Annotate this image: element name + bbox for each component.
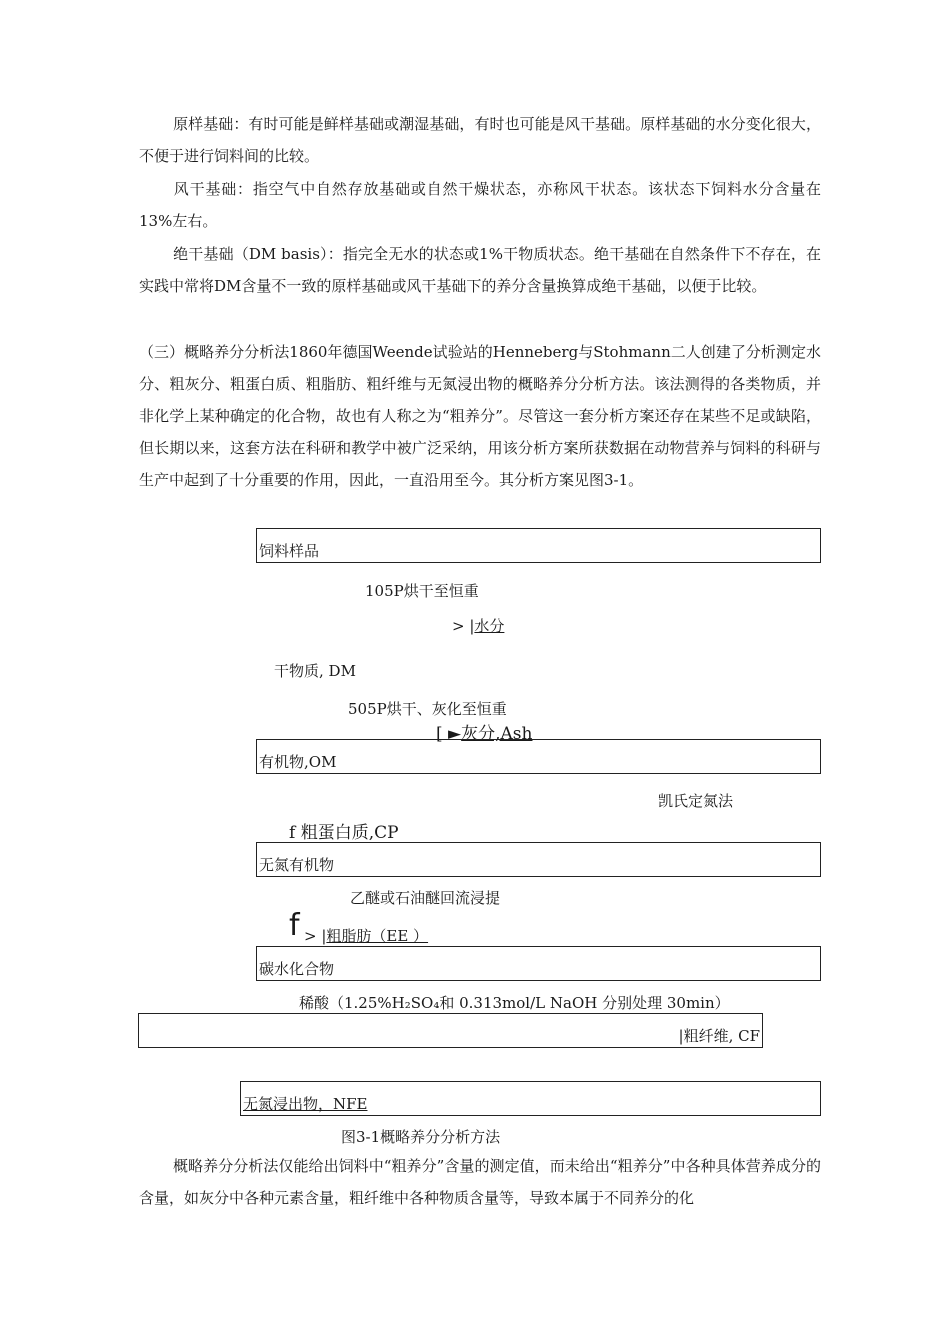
box-crude-fiber xyxy=(138,1013,763,1048)
arrow-icon: [ ► xyxy=(436,724,462,744)
paragraph-text: 概略养分分析法仅能给出饲料中“粗养分”含量的测定值，而未给出“粗养分”中各种具体营养成分的含量，如灰分中各种元素含量，粗纤维中各种物质含量等，导致本属于不同养分的化 xyxy=(139,1157,821,1207)
box-nfe xyxy=(240,1081,821,1116)
crude-fat-branch xyxy=(304,925,428,946)
paragraph-dry-matter-basis xyxy=(139,238,821,302)
arrow-icon: > | xyxy=(452,617,475,635)
paragraph-original-basis xyxy=(139,108,821,172)
step-drying-ashing-505: 505P烘干、灰化至恒重 xyxy=(348,700,507,718)
crude-protein-branch xyxy=(289,818,399,843)
paragraph-proximate-analysis xyxy=(139,336,821,496)
paragraph-limitations xyxy=(139,1150,821,1214)
paragraph-text: （三）概略养分分析法1860年德国Weende试验站的Henneberg与Stohmann二人创建了分析测定水分、粗灰分、粗蛋白质、粗脂肪、粗纤维与无氮浸出物的概略养分分析方法。该法测得的各类物质，并非化学上某种确定的化合物，故也有人称之为“粗养分”。尽管这一套分析方案还存在某些不足或缺陷，但长期以来，这套方法在科研和教学中被广泛采纳，用该分析方案所获数据在动物营养与饲料的科研与生产中起到了十分重要的作用，因此，一直沿用至今。其分析方案见图3-1。 xyxy=(139,343,821,489)
box-n-free-organic xyxy=(256,842,821,877)
paragraph-air-dry-basis xyxy=(139,173,821,237)
n-free-organic-label: 无氮有机物 xyxy=(259,856,335,874)
figure-caption: 图3-1概略养分分析方法 xyxy=(341,1128,501,1146)
acid-alkali-treatment-label: 稀酸（1.25%H₂SO₄和 0.313mol/L NaOH 分别处理 30min） xyxy=(299,994,730,1012)
arrow-icon: > | xyxy=(304,927,327,945)
ether-extraction-label: 乙醚或石油醚回流浸提 xyxy=(350,889,501,907)
ash-label: 灰分,Ash xyxy=(461,724,533,744)
box-organic-matter xyxy=(256,739,821,774)
kjeldahl-method-label: 凯氏定氮法 xyxy=(658,792,734,810)
box-carbohydrate xyxy=(256,946,821,981)
f-arrow-icon: f xyxy=(289,908,300,943)
moisture-label: 水分 xyxy=(474,617,505,635)
paragraph-text: 原样基础：有时可能是鲜样基础或潮湿基础，有时也可能是风干基础。原样基础的水分变化很大，不便于进行饲料间的比较。 xyxy=(139,115,821,165)
crude-protein-label: 粗蛋白质,CP xyxy=(300,823,399,843)
dry-matter-label: 干物质, DM xyxy=(274,662,356,680)
paragraph-text: 绝干基础（DM basis）：指完全无水的状态或1%干物质状态。绝干基础在自然条件下不存在，在实践中常将DM含量不一致的原样基础或风干基础下的养分含量换算成绝干基础，以便于比较。 xyxy=(139,245,821,295)
moisture-branch xyxy=(452,615,504,636)
organic-matter-label: 有机物,OM xyxy=(259,753,337,771)
arrow-icon: f xyxy=(289,823,296,843)
crude-fiber-label: |粗纤维, CF xyxy=(678,1027,760,1045)
feed-sample-label: 饲料样品 xyxy=(259,542,320,560)
box-feed-sample xyxy=(256,528,821,563)
paragraph-text: 风干基础：指空气中自然存放基础或自然干燥状态，亦称风干状态。该状态下饲料水分含量在13%左右。 xyxy=(139,180,821,230)
step-drying-105: 105P烘干至恒重 xyxy=(365,582,479,600)
carbohydrate-label: 碳水化合物 xyxy=(259,960,335,978)
crude-fat-label: 粗脂肪（EE ） xyxy=(326,927,429,945)
nfe-label: 无氮浸出物，NFE xyxy=(243,1095,368,1113)
